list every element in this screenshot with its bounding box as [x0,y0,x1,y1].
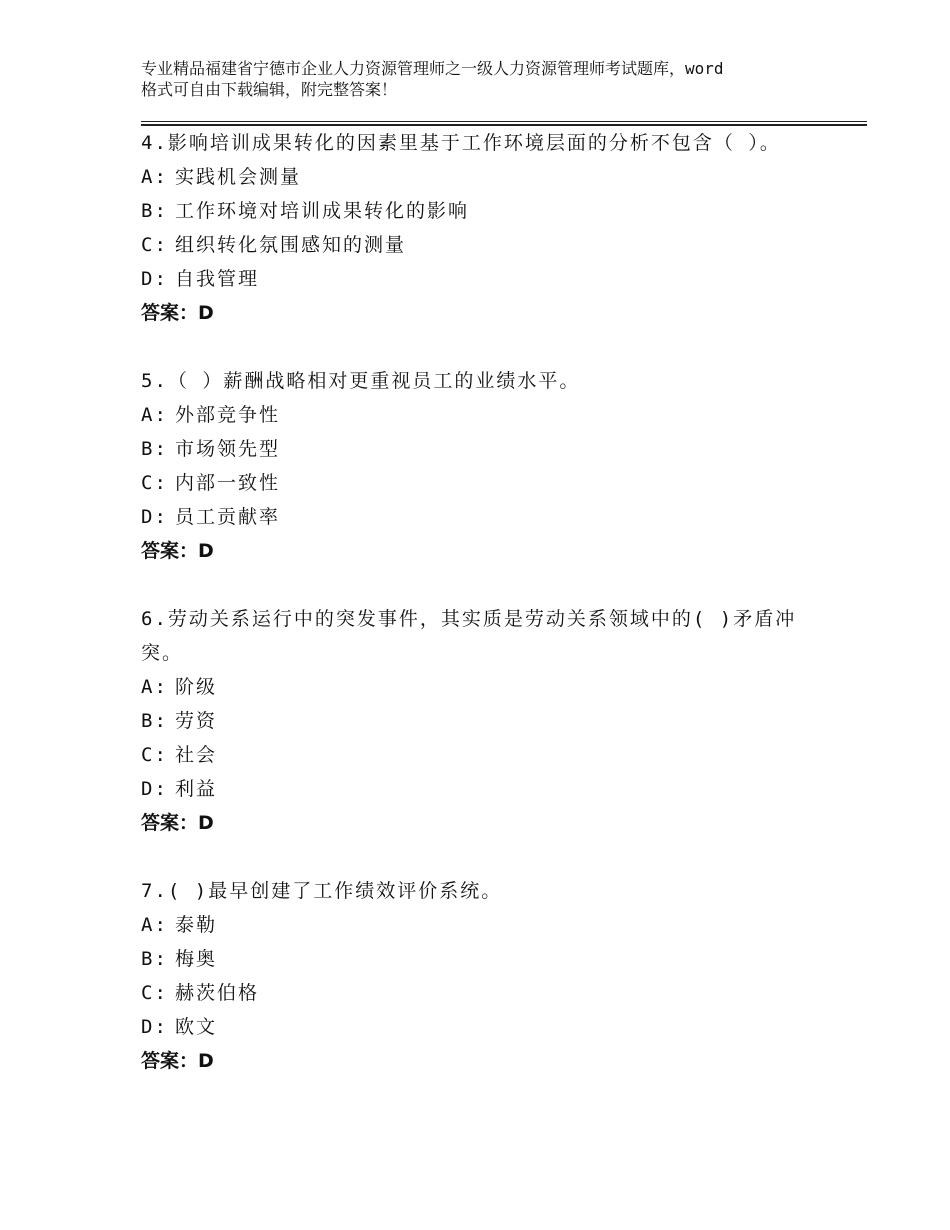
option-letter: C: [141,472,168,494]
option-text: 利益 [175,778,218,800]
option-a [141,160,821,194]
option-d [141,262,821,296]
option-b [141,194,821,228]
option-letter: B: [141,200,168,222]
option-text: 组织转化氛围感知的测量 [175,234,407,256]
option-text: 社会 [175,744,218,766]
option-c [141,466,821,500]
option-letter: A: [141,676,168,698]
option-a [141,670,821,704]
question-list [141,126,821,1112]
header-line-2: 格式可自由下载编辑，附完整答案！ [141,80,398,99]
document-header [141,58,821,100]
option-c [141,976,821,1010]
option-a [141,398,821,432]
option-text: 实践机会测量 [175,166,302,188]
option-letter: D: [141,1016,168,1038]
option-letter: B: [141,710,168,732]
answer-line: 答案：D [141,540,214,562]
option-b [141,432,821,466]
question-stem: 4.影响培训成果转化的因素里基于工作环境层面的分析不包含（ ）。 [141,132,781,154]
question-6 [141,602,821,840]
question-stem: 5.（ ）薪酬战略相对更重视员工的业绩水平。 [141,370,581,392]
answer-line: 答案：D [141,302,214,324]
option-letter: A: [141,404,168,426]
option-text: 阶级 [175,676,218,698]
option-text: 市场领先型 [175,438,281,460]
answer-line: 答案：D [141,1050,214,1072]
option-text: 自我管理 [175,268,260,290]
option-letter: D: [141,268,168,290]
option-letter: D: [141,506,168,528]
option-d [141,1010,821,1044]
option-c [141,228,821,262]
option-letter: A: [141,166,168,188]
option-b [141,704,821,738]
option-d [141,500,821,534]
option-a [141,908,821,942]
question-stem: 7.( )最早创建了工作绩效评价系统。 [141,880,503,902]
option-b [141,942,821,976]
header-rule-thin [141,121,867,122]
option-text: 泰勒 [175,914,218,936]
option-text: 梅奥 [175,948,218,970]
option-letter: A: [141,914,168,936]
option-text: 员工贡献率 [175,506,281,528]
option-letter: C: [141,234,168,256]
option-text: 欧文 [175,1016,218,1038]
option-text: 赫茨伯格 [175,982,260,1004]
option-text: 工作环境对培训成果转化的影响 [175,200,470,222]
question-4 [141,126,821,330]
option-letter: C: [141,744,168,766]
answer-line: 答案：D [141,812,214,834]
option-text: 外部竞争性 [175,404,281,426]
header-line-1: 专业精品福建省宁德市企业人力资源管理师之一级人力资源管理师考试题库，word [141,59,724,78]
option-d [141,772,821,806]
option-letter: D: [141,778,168,800]
option-text: 劳资 [175,710,218,732]
question-stem: 6.劳动关系运行中的突发事件，其实质是劳动关系领域中的( )矛盾冲突。 [141,608,797,664]
option-text: 内部一致性 [175,472,281,494]
option-letter: B: [141,438,168,460]
option-letter: B: [141,948,168,970]
question-7 [141,874,821,1078]
option-c [141,738,821,772]
option-letter: C: [141,982,168,1004]
question-5 [141,364,821,568]
